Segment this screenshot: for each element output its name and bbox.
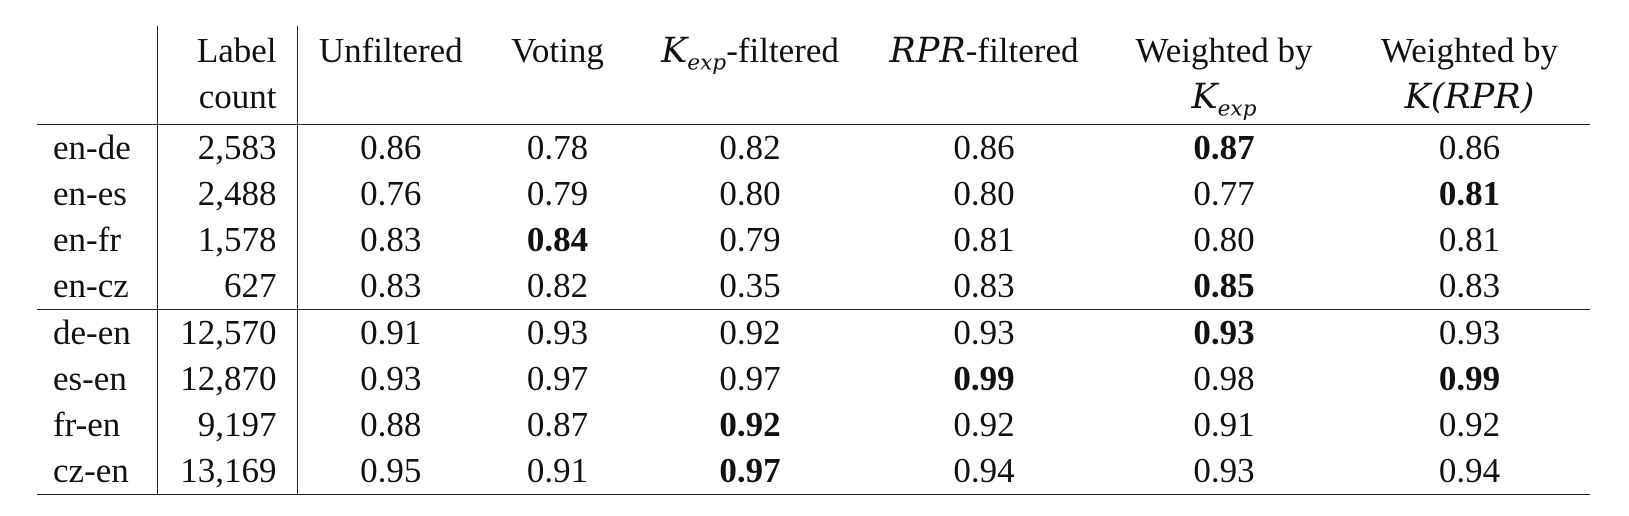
header-label-count-line1: Label	[196, 31, 277, 70]
row-label-count: 2,488	[157, 171, 297, 217]
table-row	[37, 310, 1590, 357]
cell-unfiltered: 0.91	[297, 310, 484, 357]
table-row	[37, 356, 1590, 402]
header-label-count-line2: count	[198, 77, 277, 116]
row-language-pair: fr-en	[37, 402, 157, 448]
cell-rpr-filtered: 0.94	[869, 448, 1099, 495]
header-row	[37, 26, 1590, 125]
cell-kexp-filtered: 0.92	[631, 310, 869, 357]
kexp-symbol: $K_{exp}$	[661, 31, 727, 76]
cell-rpr-filtered: 0.80	[953, 174, 1015, 213]
cell-kexp-filtered: 0.92	[719, 405, 781, 444]
row-label-count: 627	[157, 263, 297, 310]
row-language-pair: en-es	[37, 171, 157, 217]
header-weighted-kexp	[1099, 26, 1349, 125]
cell-voting: 0.87	[526, 405, 589, 444]
row-label-count: 12,870	[157, 356, 297, 402]
cell-voting: 0.84	[526, 220, 589, 259]
row-language-pair: en-cz	[37, 263, 157, 310]
cell-unfiltered: 0.95	[297, 448, 484, 495]
row-label-count: 2,583	[157, 125, 297, 172]
kexp-suffix: -filtered	[726, 31, 839, 70]
cell-kexp-filtered: 0.35	[719, 266, 781, 305]
header-kexp-filtered	[631, 26, 869, 125]
row-label-count: 1,578	[157, 217, 297, 263]
weighted-kexp-symbol: $K_{exp}$	[1191, 77, 1257, 122]
cell-weighted-krpr: 0.86	[1438, 128, 1501, 167]
cell-weighted-kexp: 0.91	[1193, 405, 1255, 444]
cell-unfiltered: 0.93	[360, 359, 422, 398]
row-language-pair: cz-en	[37, 448, 157, 495]
cell-voting: 0.82	[526, 266, 589, 305]
cell-voting: 0.78	[526, 128, 589, 167]
cell-weighted-krpr: 0.81	[1438, 174, 1501, 213]
header-empty	[37, 26, 157, 125]
cell-weighted-krpr: 0.94	[1349, 448, 1590, 495]
results-table-container	[37, 26, 1590, 495]
cell-weighted-krpr: 0.81	[1438, 220, 1501, 259]
cell-unfiltered: 0.83	[360, 266, 422, 305]
header-weighted-krpr	[1349, 26, 1590, 125]
cell-weighted-kexp: 0.80	[1193, 220, 1255, 259]
cell-weighted-krpr: 0.83	[1438, 266, 1501, 305]
cell-unfiltered: 0.86	[360, 128, 422, 167]
results-table	[37, 26, 1590, 495]
weighted-kexp-line1: Weighted by	[1135, 31, 1313, 70]
cell-rpr-filtered: 0.86	[953, 128, 1015, 167]
rpr-suffix: -filtered	[965, 31, 1079, 70]
header-unfiltered: Unfiltered	[297, 26, 484, 125]
table-row	[37, 402, 1590, 448]
cell-kexp-filtered: 0.80	[719, 174, 781, 213]
cell-weighted-krpr: 0.99	[1438, 359, 1501, 398]
cell-weighted-kexp: 0.87	[1193, 128, 1255, 167]
header-voting: Voting	[484, 26, 631, 125]
row-language-pair: es-en	[37, 356, 157, 402]
cell-voting: 0.97	[526, 359, 589, 398]
cell-weighted-kexp: 0.77	[1193, 174, 1255, 213]
table-row	[37, 217, 1590, 263]
cell-kexp-filtered: 0.97	[719, 359, 781, 398]
cell-rpr-filtered: 0.99	[953, 359, 1015, 398]
cell-voting: 0.79	[526, 174, 589, 213]
cell-weighted-kexp: 0.85	[1193, 266, 1255, 305]
table-row	[37, 448, 1590, 495]
header-label-count	[157, 26, 297, 125]
rpr-symbol: RPR	[889, 31, 966, 71]
cell-kexp-filtered: 0.82	[719, 128, 781, 167]
row-label-count: 13,169	[157, 448, 297, 495]
table-body	[37, 125, 1590, 495]
weighted-krpr-symbol: K(RPR)	[1404, 77, 1535, 117]
row-language-pair: de-en	[37, 310, 157, 357]
cell-unfiltered: 0.83	[360, 220, 422, 259]
cell-rpr-filtered: 0.92	[953, 405, 1015, 444]
cell-kexp-filtered: 0.97	[631, 448, 869, 495]
cell-rpr-filtered: 0.81	[953, 220, 1015, 259]
cell-kexp-filtered: 0.79	[719, 220, 781, 259]
row-language-pair: en-de	[37, 125, 157, 172]
cell-rpr-filtered: 0.83	[953, 266, 1015, 305]
row-label-count: 9,197	[157, 402, 297, 448]
cell-unfiltered: 0.88	[360, 405, 422, 444]
cell-weighted-kexp: 0.98	[1193, 359, 1255, 398]
header-rpr-filtered	[869, 26, 1099, 125]
table-row	[37, 125, 1590, 172]
cell-voting: 0.91	[484, 448, 631, 495]
cell-rpr-filtered: 0.93	[869, 310, 1099, 357]
cell-voting: 0.93	[484, 310, 631, 357]
cell-weighted-krpr: 0.92	[1438, 405, 1501, 444]
cell-unfiltered: 0.76	[360, 174, 422, 213]
table-row	[37, 263, 1590, 310]
table-row	[37, 171, 1590, 217]
row-language-pair: en-fr	[37, 217, 157, 263]
cell-weighted-kexp: 0.93	[1099, 310, 1349, 357]
cell-weighted-kexp: 0.93	[1099, 448, 1349, 495]
weighted-krpr-line1: Weighted by	[1381, 31, 1558, 70]
row-label-count: 12,570	[157, 310, 297, 357]
cell-weighted-krpr: 0.93	[1349, 310, 1590, 357]
